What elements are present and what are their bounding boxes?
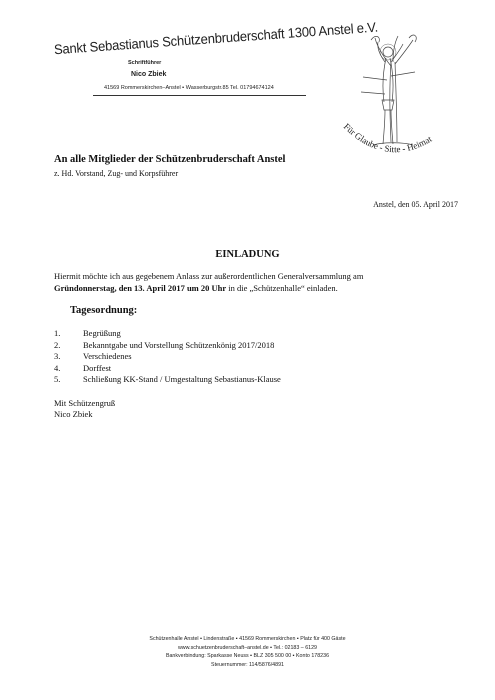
letter-heading: EINLADUNG (215, 249, 280, 260)
intro-event-date: Gründonnerstag, den 13. April 2017 um 20 Uhr (54, 283, 227, 293)
agenda-item: 5. Schließung KK-Stand / Umgestaltung Sebastianus-Klause (54, 374, 281, 384)
intro-text-part2: in die „Schützenhalle“ einladen. (226, 283, 338, 293)
letterhead-role: Schriftführer (128, 60, 162, 66)
addressee-subline: z. Hd. Vorstand, Zug- und Korpsführer (54, 169, 179, 178)
letterhead-title: Sankt Sebastianus Schützenbruderschaft 1300 Anstel e.V. (53, 19, 379, 58)
addressee: An alle Mitglieder der Schützenbruderschaft Anstel (54, 154, 286, 165)
agenda-item: 4. Dorffest (54, 362, 112, 373)
intro-paragraph (54, 270, 454, 294)
footer (0, 635, 495, 669)
signature-name: Nico Zbiek (54, 409, 93, 419)
intro-text-part1: Hiermit möchte ich aus gegebenem Anlass zur außerordentlichen Generalversammlung am (54, 271, 364, 281)
letterhead-divider (93, 95, 306, 96)
footer-tax: Steuernummer: 114/5876/4891 (211, 661, 284, 668)
letterhead-name: Nico Zbiek (131, 71, 167, 78)
closing-greeting: Mit Schützengruß (54, 398, 116, 408)
saint-sebastian-emblem-icon (333, 32, 473, 182)
agenda-title: Tagesordnung: (70, 305, 138, 316)
agenda-item: 2. Bekanntgabe und Vorstellung Schützenkönig 2017/2018 (54, 339, 275, 350)
closing-block (54, 398, 115, 420)
agenda-item: 1. Begrüßung (54, 328, 121, 338)
footer-bank: Bankverbindung: Sparkasse Neuss ▪ BLZ 305 500 00 ▪ Konto 178236 (165, 653, 330, 659)
letterhead-address: 41569 Rommerskirchen–Anstel ▪ Wasserburgstr.85 Tel. 01794674124 (104, 85, 274, 91)
footer-contact: www.schuetzenbruderschaft–anstel.de ▪ Tel.: 02183 – 6129 (177, 644, 317, 651)
agenda-item: 3. Verschiedenes (54, 351, 132, 361)
agenda-list (54, 328, 281, 386)
footer-venue: Schützenhalle Anstel ▪ Lindenstraße ▪ 41569 Rommerskirchen ▪ Platz für 400 Gäste (149, 636, 346, 642)
date-line: Anstel, den 05. April 2017 (373, 200, 458, 209)
emblem-motto: Für Glaube - Sitte - Heimat (341, 121, 434, 155)
